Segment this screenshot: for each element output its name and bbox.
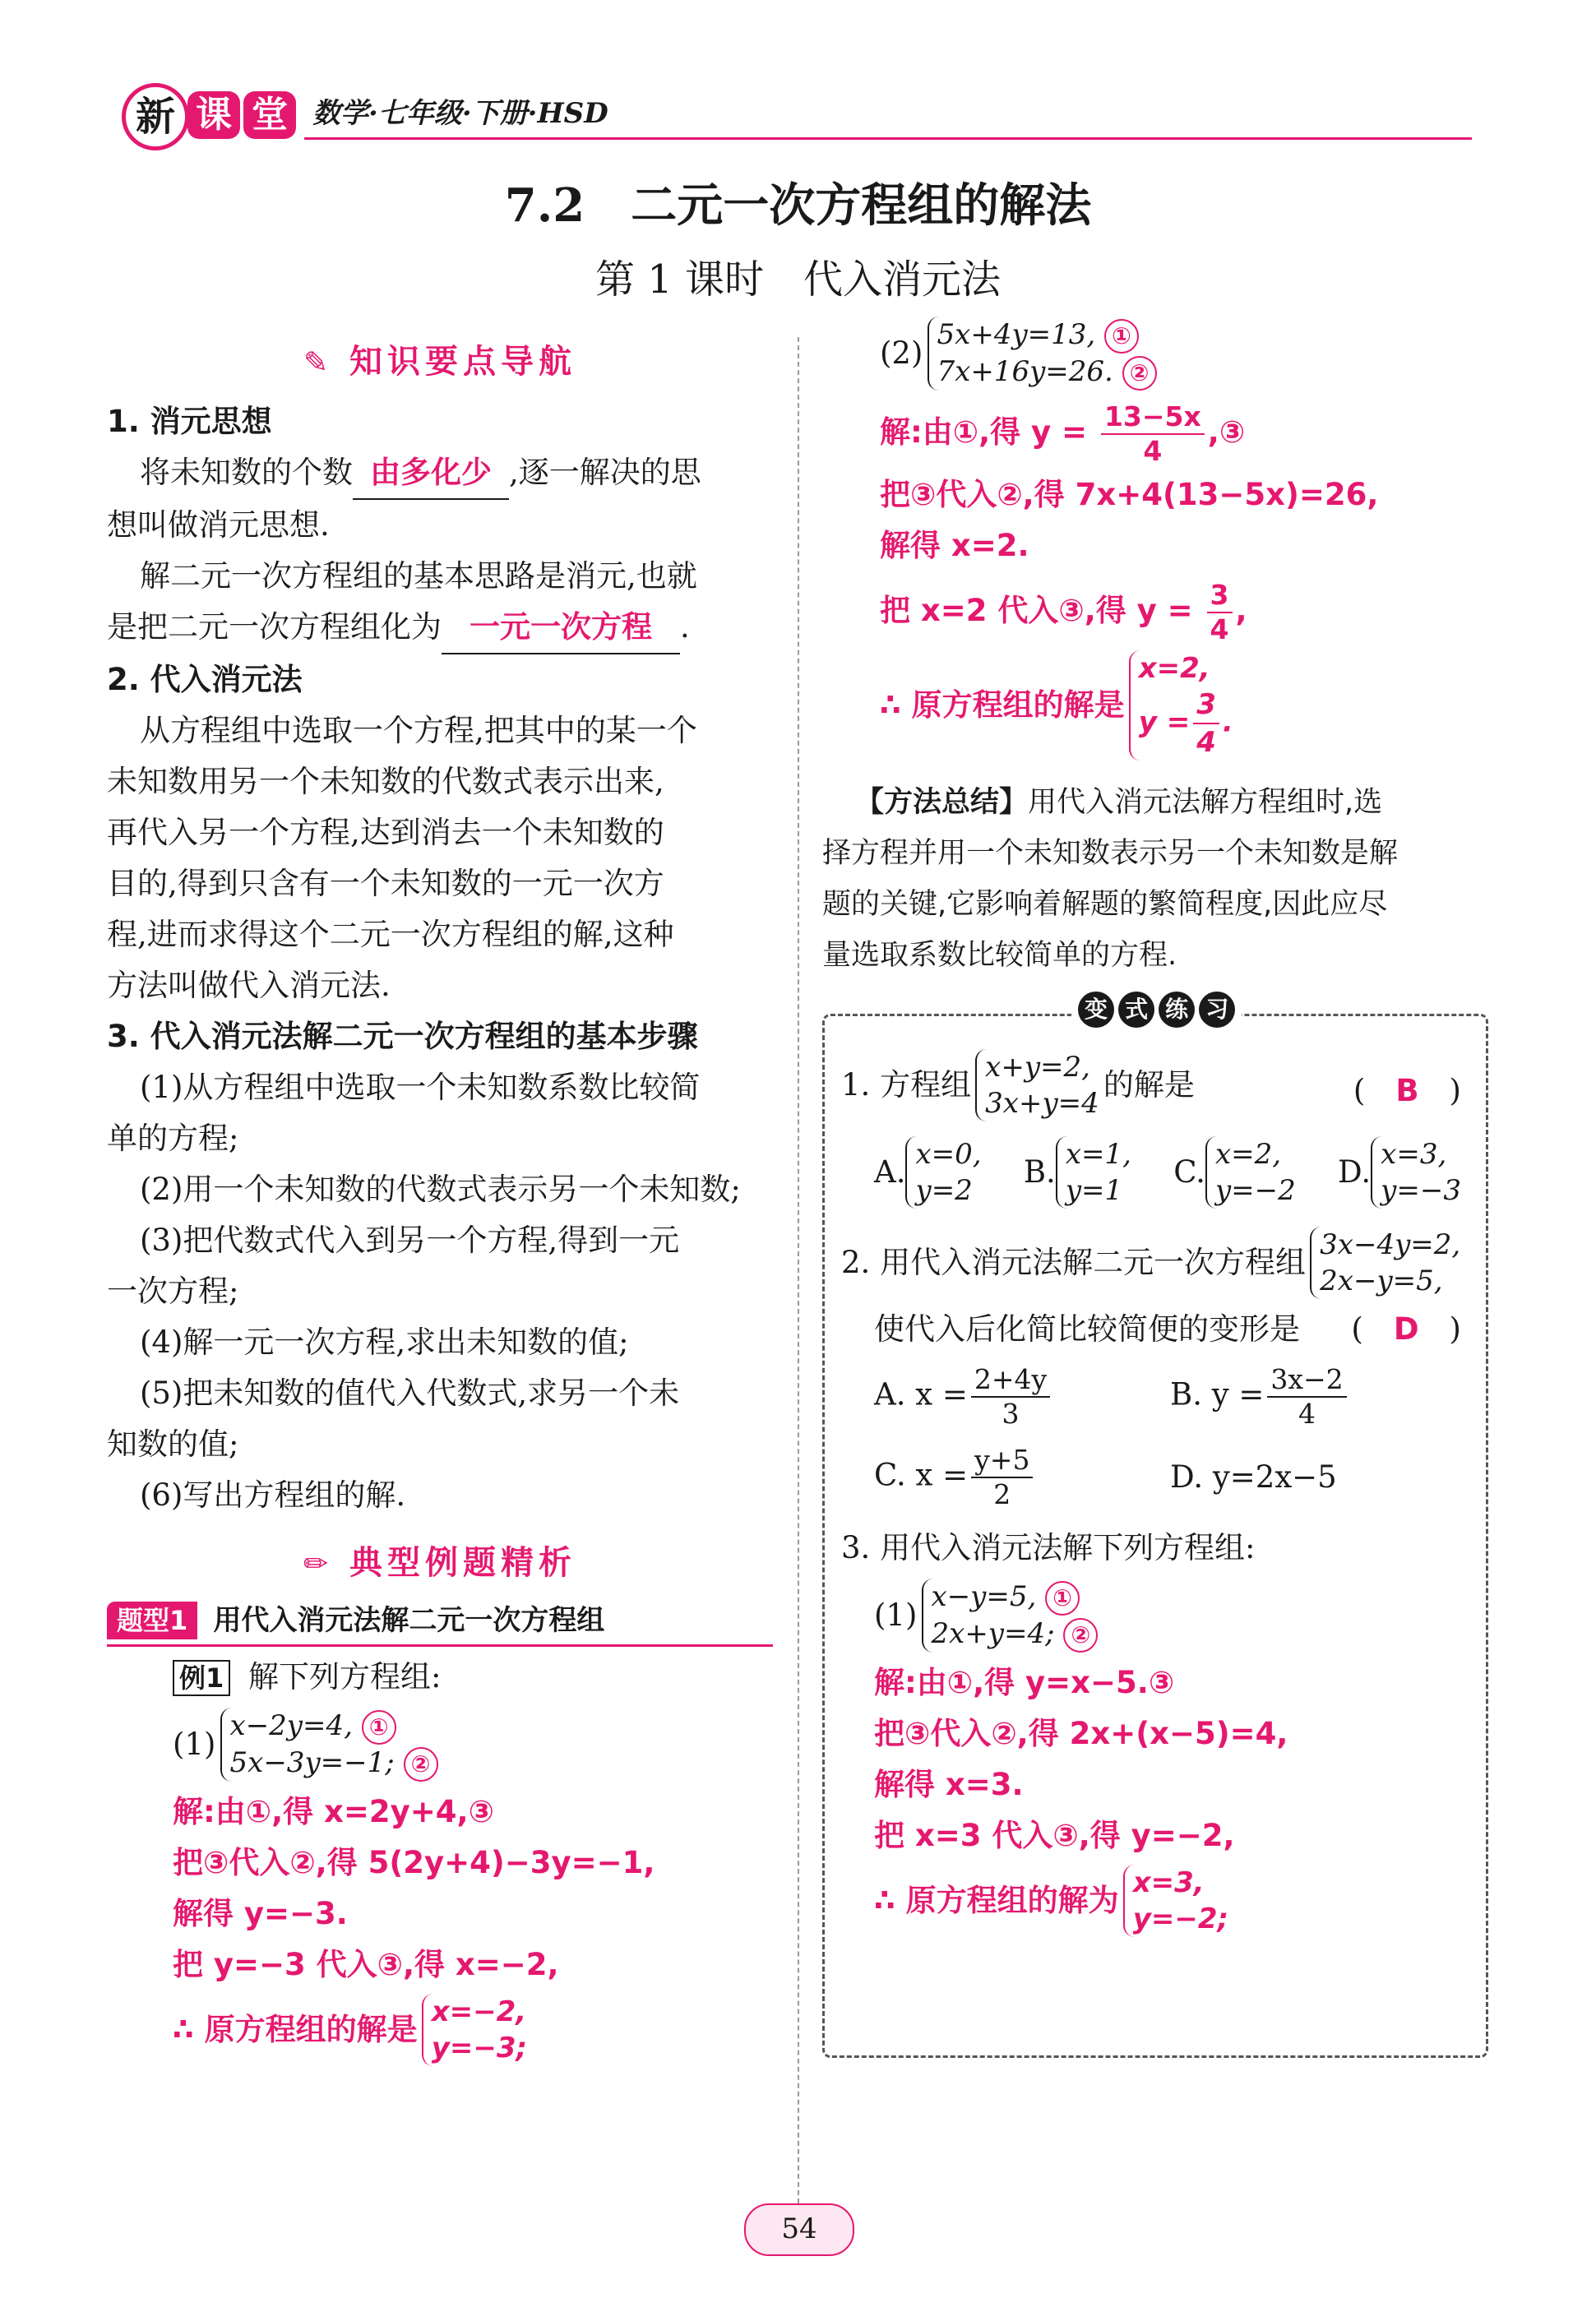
p1-options	[841, 1121, 1469, 1209]
p1-answer-slot: ( B )	[1353, 1073, 1461, 1108]
p3-step: 把 x=3 代入③,得 y=−2,	[874, 1818, 1235, 1853]
logo-char-2: 课	[187, 91, 240, 139]
k3-title: 3. 代入消元法解二元一次方程组的基本步骤	[107, 1019, 698, 1054]
logo-char-3: 堂	[243, 91, 296, 139]
q2-answer-brace: x=2, y = $\frac{3}{4}$ .	[1129, 650, 1233, 761]
type-text: 用代入消元法解二元一次方程组	[213, 1604, 605, 1637]
p3-step: 解得 x=3.	[874, 1767, 1024, 1802]
practice-char: 式	[1118, 992, 1154, 1028]
q2-step: 把③代入②,得 7x+4(13−5x)=26,	[880, 477, 1379, 512]
type-bar	[107, 1602, 773, 1647]
summary-label: 【方法总结】	[855, 786, 1029, 819]
p3-solution	[841, 1657, 1469, 1937]
column-divider	[798, 337, 799, 2203]
p1-option: D. x=3, y=−3	[1338, 1138, 1461, 1207]
practice-char: 变	[1078, 992, 1114, 1028]
k3-body	[107, 1062, 773, 1521]
examples-heading: ✏ 典型例题精析	[303, 1544, 577, 1582]
k1-blank1: 由多化少	[353, 447, 509, 500]
q2-final: ∴ 原方程组的解是 x=2, y = $\frac{3}{4}$ .	[880, 652, 1233, 759]
knowledge-heading: ✎ 知识要点导航	[303, 343, 577, 381]
p3-brace: x−y=5, ① 2x+y=4; ②	[922, 1579, 1099, 1653]
practice-banner	[1071, 992, 1242, 1028]
k3-line: 单的方程;	[107, 1121, 239, 1156]
k2-line: 从方程组中选取一个方程,把其中的某一个	[140, 713, 697, 748]
k3-line: (1)从方程组中选取一个未知数系数比较简	[140, 1070, 701, 1105]
q2-system: (2) 5x+4y=13, ① 7x+16y=26. ②	[822, 317, 1488, 391]
summary-line: 量选取系数比较简单的方程.	[822, 939, 1177, 972]
summary-line: 题的关键,它影响着解题的繁简程度,因此应尽	[822, 888, 1388, 921]
p1-option: B. x=1, y=1	[1023, 1138, 1131, 1207]
section-title: 7.2 二元一次方程组的解法	[504, 178, 1092, 233]
p1-stem: 1. 方程组 x+y=2, 3x+y=4 的解是 ( B )	[841, 1051, 1461, 1120]
k3-line: 一次方程;	[107, 1274, 239, 1309]
type-label: 题型1	[107, 1602, 197, 1639]
p2-option-a: A. x = $\frac{2+4y}{3}$	[874, 1363, 1170, 1431]
q1-step: 把③代入②,得 5(2y+4)−3y=−1,	[173, 1845, 655, 1880]
q1-step: 解:由①,得 x=2y+4,③	[173, 1794, 494, 1829]
p2-option-b: B. y = $\frac{3x-2}{4}$	[1170, 1363, 1350, 1431]
k2-line: 方法叫做代入消元法.	[107, 968, 391, 1003]
k1-para1-cont: 想叫做消元思想.	[107, 507, 330, 543]
left-column	[107, 329, 773, 2066]
pencil-icon: ✏	[303, 1547, 334, 1581]
logo-char-1: 新	[122, 83, 189, 150]
q1-eq2: 5x−3y=−1; ②	[230, 1745, 438, 1782]
k2-body	[107, 705, 773, 1011]
page-number-badge	[744, 2203, 854, 2256]
q2-step4: 把 x=2 代入③,得 y = $\frac{3}{4}$ ,	[880, 578, 1247, 645]
q1-solution	[107, 1787, 773, 2066]
header	[99, 78, 1480, 152]
k3-line: (2)用一个未知数的代数式表示另一个未知数;	[140, 1172, 741, 1207]
practice-char: 习	[1199, 992, 1235, 1028]
lesson-title: 第 1 课时 代入消元法	[594, 257, 1002, 303]
q2-step1: 解:由①,得 y = $\frac{13-5x}{4}$ ,③	[880, 400, 1246, 467]
k1-para2: 解二元一次方程组的基本思路是消元,也就	[140, 558, 697, 594]
q2-eq1: 5x+4y=13, ①	[937, 317, 1157, 354]
k1-para1: 将未知数的个数 由多化少 ,逐一解决的思	[107, 447, 773, 500]
example-label: 例1	[173, 1660, 230, 1696]
p3-step: 解:由①,得 y=x−5.③	[874, 1665, 1175, 1700]
q2-eq2: 7x+16y=26. ②	[937, 354, 1157, 391]
right-column	[822, 317, 1488, 2058]
p1-option: C. x=2, y=−2	[1173, 1138, 1296, 1207]
p2-option-d: D. y=2x−5	[1170, 1459, 1337, 1495]
q1-step: 解得 y=−3.	[173, 1896, 348, 1931]
header-subtitle: 数学·七年级·下册·HSD	[312, 97, 608, 130]
p2-option-c: C. x = $\frac{y+5}{2}$	[874, 1444, 1170, 1511]
k2-line: 程,进而求得这个二元一次方程组的解,这种	[107, 917, 674, 952]
book-icon: ✎	[303, 346, 334, 380]
k3-line: (4)解一元一次方程,求出未知数的值;	[140, 1325, 629, 1360]
example-prompt: 例1 解下列方程组:	[107, 1652, 773, 1703]
p2-stem-cont: 使代入后化简比较简便的变形是 ( D )	[841, 1304, 1469, 1355]
k3-line: (3)把代数式代入到另一个方程,得到一元	[140, 1223, 680, 1258]
p2-options-row2	[841, 1431, 1469, 1511]
q1-eq1: x−2y=4, ①	[230, 1708, 438, 1745]
p1-brace: x+y=2, 3x+y=4	[975, 1049, 1099, 1121]
k3-line: (5)把未知数的值代入代数式,求另一个未	[140, 1375, 680, 1411]
p3-system: (1) x−y=5, ① 2x+y=4; ②	[841, 1579, 1469, 1653]
k3-line: (6)写出方程组的解.	[140, 1477, 406, 1513]
p2-options-row1	[841, 1355, 1469, 1431]
q1-brace	[220, 1708, 438, 1782]
q2-solution	[822, 395, 1488, 761]
practice-box	[822, 996, 1488, 2058]
k2-title: 2. 代入消元法	[107, 662, 303, 697]
page-number: 54	[781, 2212, 817, 2245]
header-logo	[99, 78, 312, 150]
practice-char: 练	[1159, 992, 1195, 1028]
q1-final: ∴ 原方程组的解是 x=−2, y=−3;	[173, 1995, 528, 2064]
k1-title: 1. 消元思想	[107, 404, 272, 439]
q2-step: 解得 x=2.	[880, 528, 1029, 563]
p1-option: A. x=0, y=2	[874, 1138, 982, 1207]
p3-final: ∴ 原方程组的解为 x=3, y=−2;	[874, 1866, 1229, 1935]
summary-line: 择方程并用一个未知数表示另一个未知数是解	[822, 837, 1399, 870]
k2-line: 未知数用另一个未知数的代数式表示出来,	[107, 764, 664, 799]
p3-stem: 3. 用代入消元法解下列方程组:	[841, 1530, 1256, 1565]
q1-step: 把 y=−3 代入③,得 x=−2,	[173, 1947, 559, 1982]
k1-blank2: 一元一次方程	[442, 602, 680, 654]
p2-answer-slot: ( D )	[1351, 1311, 1461, 1347]
method-summary: 【方法总结】用代入消元法解方程组时,选 择方程并用一个未知数表示另一个未知数是解 题的关键,它影响着解题的繁简程度,因此应尽 量选取系数比较简单的方程.	[822, 777, 1488, 981]
p2-brace: 3x−4y=2, 2x−y=5,	[1310, 1227, 1460, 1299]
p3-answer-brace: x=3, y=−2;	[1123, 1865, 1228, 1937]
p3-step: 把③代入②,得 2x+(x−5)=4,	[874, 1716, 1288, 1751]
k1-para2-cont: 是把二元一次方程组化为 一元一次方程 .	[107, 602, 773, 654]
k3-line: 知数的值;	[107, 1426, 239, 1462]
header-rule	[304, 137, 1472, 140]
k2-line: 目的,得到只含有一个未知数的一元一次方	[107, 866, 664, 901]
k2-line: 再代入另一个方程,达到消去一个未知数的	[107, 815, 664, 850]
q2-brace	[928, 317, 1157, 391]
q1-answer-brace: x=−2, y=−3;	[422, 1994, 527, 2066]
q1-system: (1) x−2y=4, ① 5x−3y=−1; ②	[107, 1708, 773, 1782]
p2-stem: 2. 用代入消元法解二元一次方程组 3x−4y=2, 2x−y=5,	[841, 1228, 1461, 1297]
